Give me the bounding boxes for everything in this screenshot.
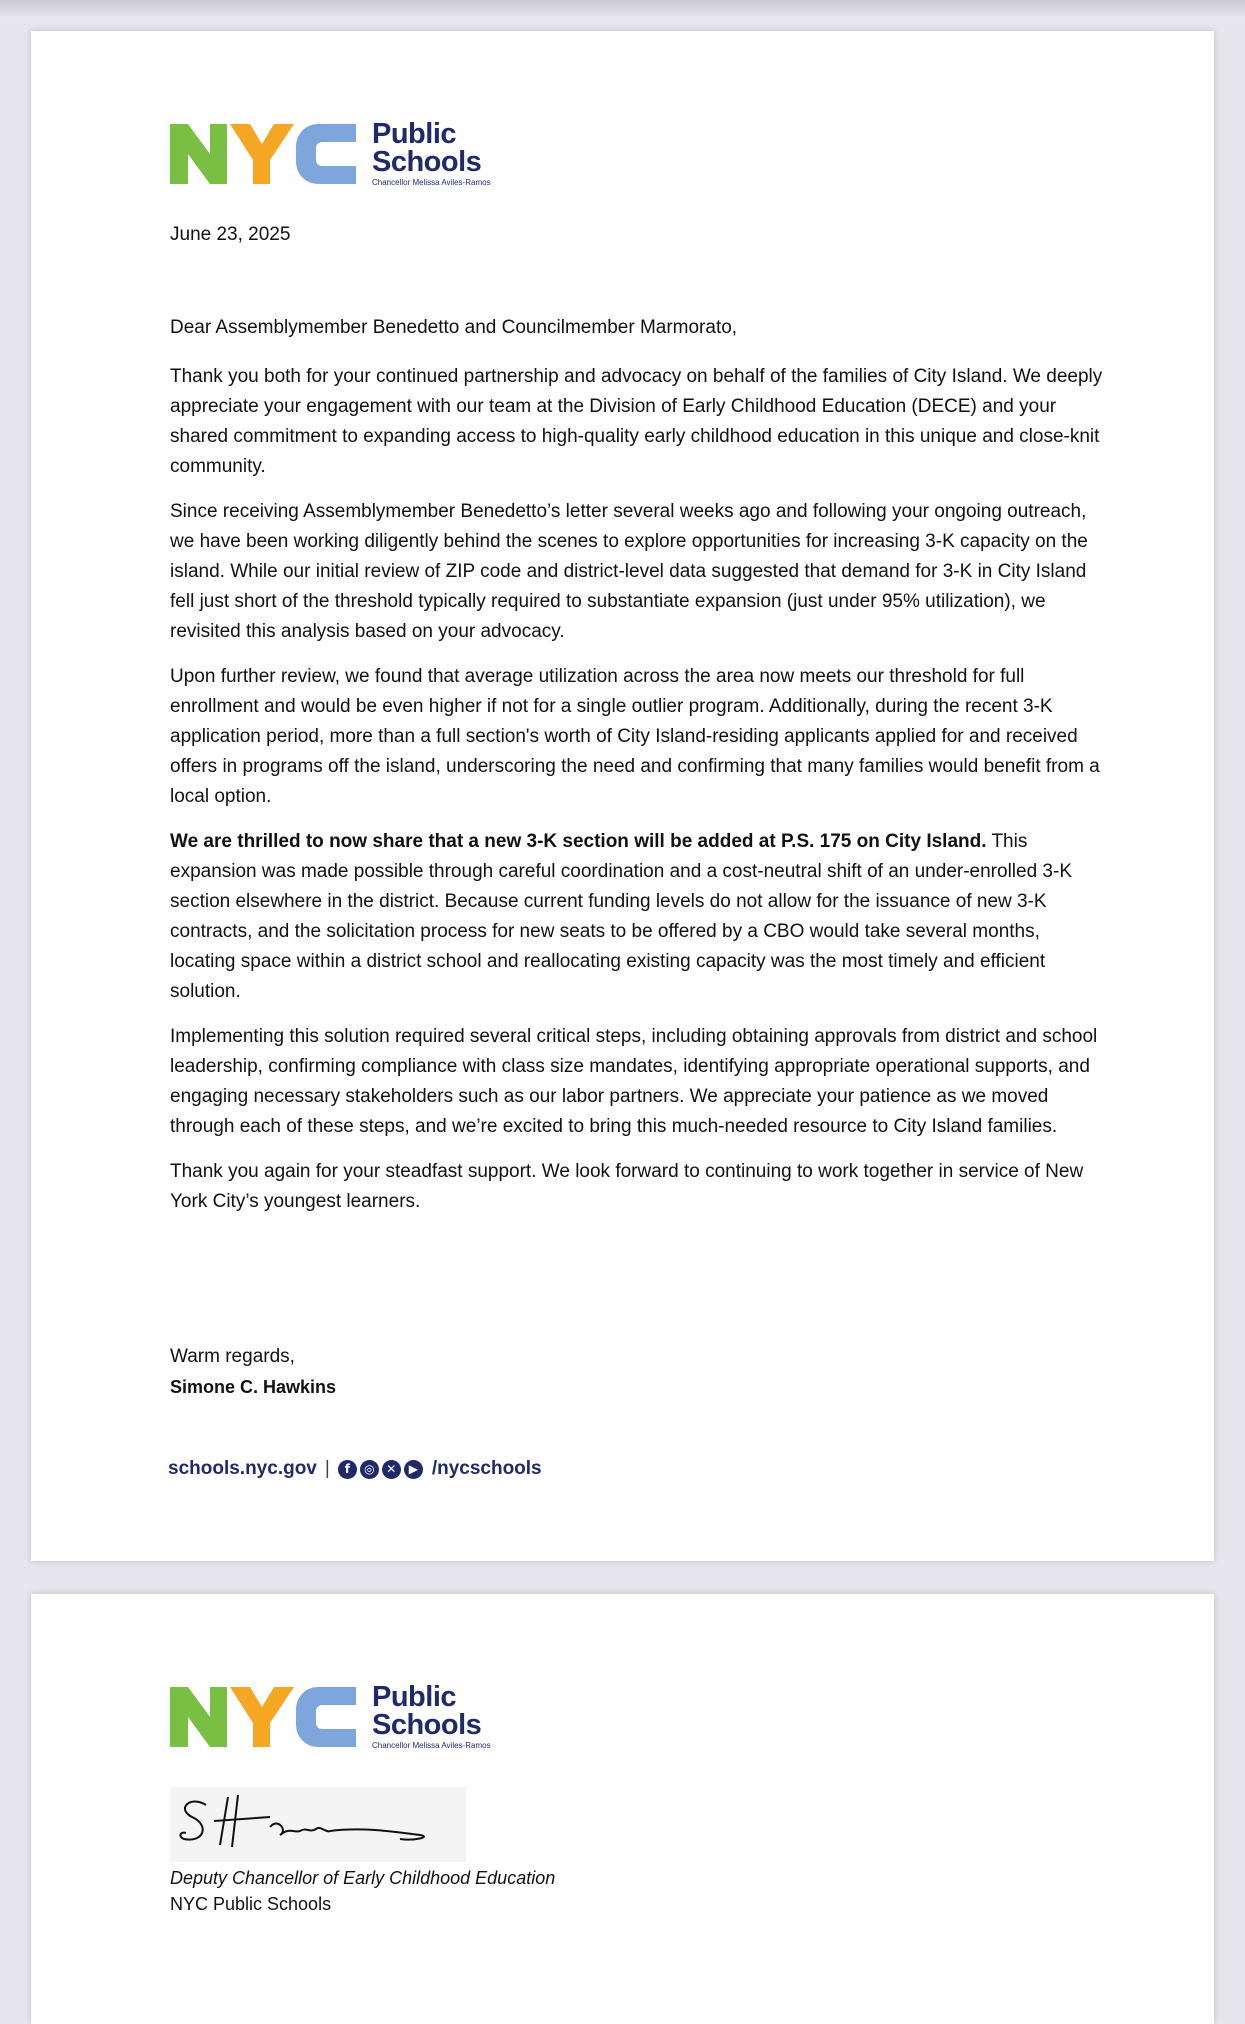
x-icon[interactable]: ✕ xyxy=(382,1460,401,1479)
logo-line-schools: Schools xyxy=(372,1709,482,1741)
letter-body xyxy=(170,362,1110,1232)
letter-date: June 23, 2025 xyxy=(170,224,291,245)
instagram-icon[interactable]: ◎ xyxy=(360,1460,379,1479)
nyc-logo-icon xyxy=(170,1683,360,1749)
footer-separator: | xyxy=(324,1458,330,1479)
paragraph-review: Upon further review, we found that average utilization across the area now meets our threshold for full enrollment and would be even higher if not for a single outlier program. Additionally, during the recent 3-K application period, more than a full section's worth of City Island-residing applicants applied for and received offers in programs off the island, underscoring the need and confirming that many families would benefit from a local option. xyxy=(170,666,1100,807)
nyc-public-schools-logo-page2 xyxy=(170,1683,491,1755)
signer-name: Simone C. Hawkins xyxy=(170,1377,337,1397)
footer-social-handle[interactable]: /nycschools xyxy=(431,1458,542,1479)
logo-chancellor: Chancellor Melissa Aviles-Ramos xyxy=(372,178,491,187)
letter-salutation: Dear Assemblymember Benedetto and Councilmember Marmorato, xyxy=(170,317,738,338)
letter-closing xyxy=(170,1342,336,1402)
logo-chancellor: Chancellor Melissa Aviles-Ramos xyxy=(372,1741,491,1750)
announcement-headline: We are thrilled to now share that a new 3-K section will be added at P.S. 175 on City Island. xyxy=(170,831,987,852)
youtube-icon[interactable]: ▶ xyxy=(404,1460,423,1479)
facebook-icon[interactable]: f xyxy=(338,1460,357,1479)
paragraph-implementation: Implementing this solution required several critical steps, including obtaining approvals from district and school leadership, confirming compliance with class size mandates, identifying appropriate operational supports, and engaging necessary stakeholders such as our labor partners. We appreciate your patience as we moved through each of these steps, and we’re excited to bring this much-needed resource to City Island families. xyxy=(170,1026,1098,1137)
signer-organization: NYC Public Schools xyxy=(170,1894,332,1914)
footer-contact xyxy=(168,1458,542,1480)
nyc-logo-icon xyxy=(170,120,360,186)
paragraph-partnership: Thank you both for your continued partnership and advocacy on behalf of the families of City Island. We deeply appreciate your engagement with our team at the Division of Early Childhood Education (DECE) and your shared commitment to expanding access to high-quality early childhood education in this unique and close-knit community. xyxy=(170,366,1103,477)
nyc-public-schools-logo xyxy=(170,120,491,192)
logo-line-schools: Schools xyxy=(372,146,482,178)
logo-line-public: Public xyxy=(372,1681,457,1713)
paragraph-analysis: Since receiving Assemblymember Benedetto’s letter several weeks ago and following your ongoing outreach, we have been working diligently behind the scenes to explore opportunities for increasing 3-K capacity on the island. While our initial review of ZIP code and district-level data suggested that demand for 3-K in City Island fell just short of the threshold typically required to substantiate expansion (just under 95% utilization), we revisited this analysis based on your advocacy. xyxy=(170,501,1088,642)
letter-page-1 xyxy=(31,31,1214,1561)
handwritten-signature xyxy=(170,1787,466,1862)
closing-phrase: Warm regards, xyxy=(170,1346,295,1367)
logo-wordmark-page2 xyxy=(372,1683,491,1751)
announcement-details: This expansion was made possible through careful coordination and a cost-neutral shift of an under-enrolled 3-K section elsewhere in the district. Because current funding levels do not allow for the issuance of new 3-K contracts, and the solicitation process for new seats to be offered by a CBO would take several months, locating space within a district school and reallocating existing capacity was the most timely and efficient solution. xyxy=(170,831,1072,1002)
top-shadow xyxy=(0,0,1245,18)
logo-line-public: Public xyxy=(372,118,457,150)
paragraph-thanks: Thank you again for your steadfast support. We look forward to continuing to work together in service of New York City’s youngest learners. xyxy=(170,1161,1084,1212)
letter-page-2 xyxy=(31,1594,1214,2024)
paragraph-announcement xyxy=(170,827,1110,1007)
signature-image xyxy=(170,1787,466,1862)
signer-title: Deputy Chancellor of Early Childhood Education xyxy=(170,1868,556,1888)
footer-website-link[interactable]: schools.nyc.gov xyxy=(168,1458,317,1479)
logo-wordmark xyxy=(372,120,491,188)
